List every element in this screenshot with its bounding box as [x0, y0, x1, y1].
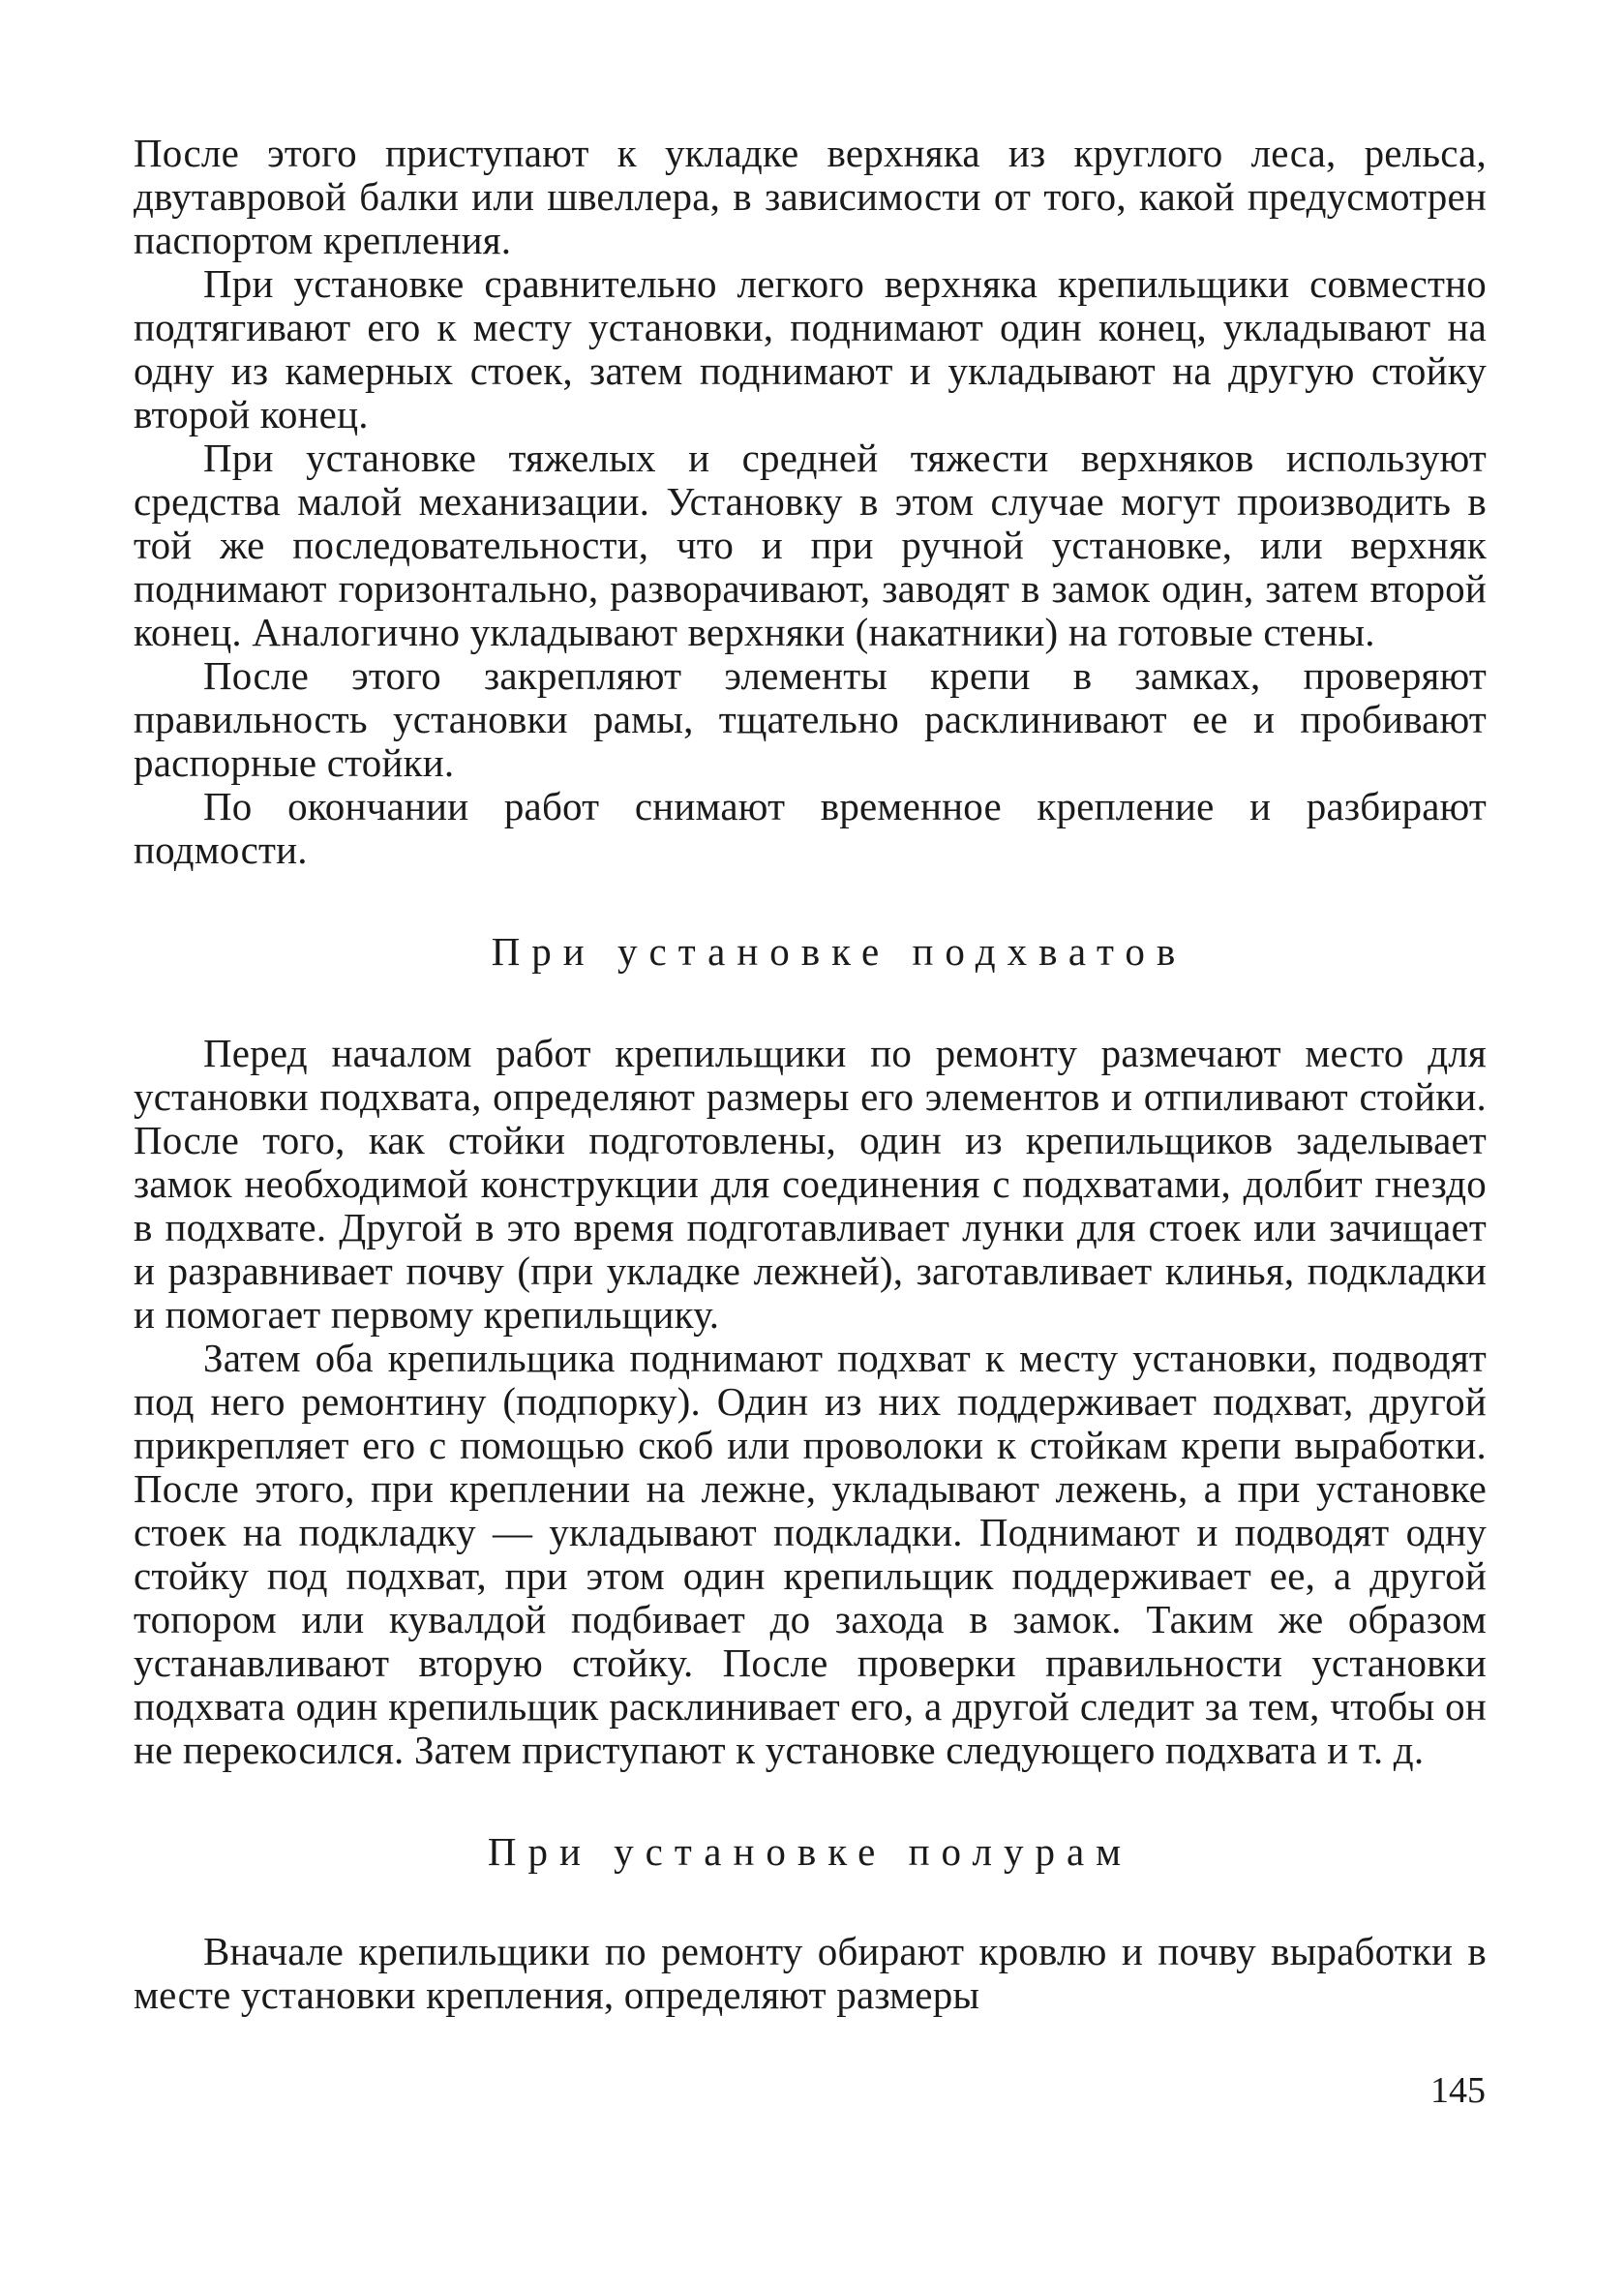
section-heading-polurama: При установке полурам	[487, 1829, 1133, 1874]
text-column	[134, 132, 1487, 2017]
paragraph-3: При установке тяжелых и средней тяжести верхняков используют средства малой механизации. Установку в этом случае могут производить в той же последовательности, что и при ручной установке, или верхняк поднимают горизонтально, разворачивают, заводят в замок один, затем второй конец. Аналогично укладывают верхняки (накатники) на готовые стены.	[134, 436, 1487, 654]
paragraph-4: После этого закрепляют элементы крепи в замках, проверяют правильность установки рамы, тщательно расклинивают ее и пробивают распорные стойки.	[134, 653, 1487, 785]
section-heading-podkhvaty: При установке подхватов	[491, 929, 1188, 974]
page-number: 145	[1430, 2070, 1486, 2111]
paragraph-8: Вначале крепильщики по ремонту обирают кровлю и почву выработки в месте установки крепления, определяют размеры	[134, 1929, 1487, 2017]
paragraph-2: При установке сравнительно легкого верхняка крепильщики совместно подтягивают его к месту установки, поднимают один конец, укладывают на одну из камерных стоек, затем поднимают и укладывают на другую стойку второй конец.	[134, 261, 1487, 436]
paragraph-6: Перед началом работ крепильщики по ремонту размечают место для установки подхвата, определяют размеры его элементов и отпиливают стойки. После того, как стойки подготовлены, один из крепильщиков заделывает замок необходимой конструкции для соединения с подхватами, долбит гнездо в подхвате. Другой в это время подготавливает лунки для стоек или зачищает и разравнивает почву (при укладке лежней), заготавливает клинья, подкладки и помогает первому крепильщику.	[134, 1031, 1487, 1337]
paragraph-7: Затем оба крепильщика поднимают подхват к месту установки, подводят под него ремонтину (подпорку). Один из них поддерживает подхват, другой прикрепляет его с помощью скоб или проволоки к стойкам крепи выработки. После этого, при креплении на лежне, укладывают лежень, а при установке стоек на подкладку — укладывают подкладки. Поднимают и подводят одну стойку под подхват, при этом один крепильщик поддерживает ее, а другой топором или кувалдой подбивает до захода в замок. Таким же образом устанавливают вторую стойку. После проверки правильности установки подхвата один крепильщик расклинивает его, а другой следит за тем, чтобы он не перекосился. Затем приступают к установке следующего подхвата и т. д.	[134, 1336, 1487, 1772]
paragraph-5: По окончании работ снимают временное крепление и разбирают подмости.	[134, 784, 1487, 872]
paragraph-1: После этого приступают к укладке верхняка из круглого леса, рельса, двутавровой балки или швеллера, в зависимости от того, какой предусмотрен паспортом крепления.	[134, 131, 1487, 262]
